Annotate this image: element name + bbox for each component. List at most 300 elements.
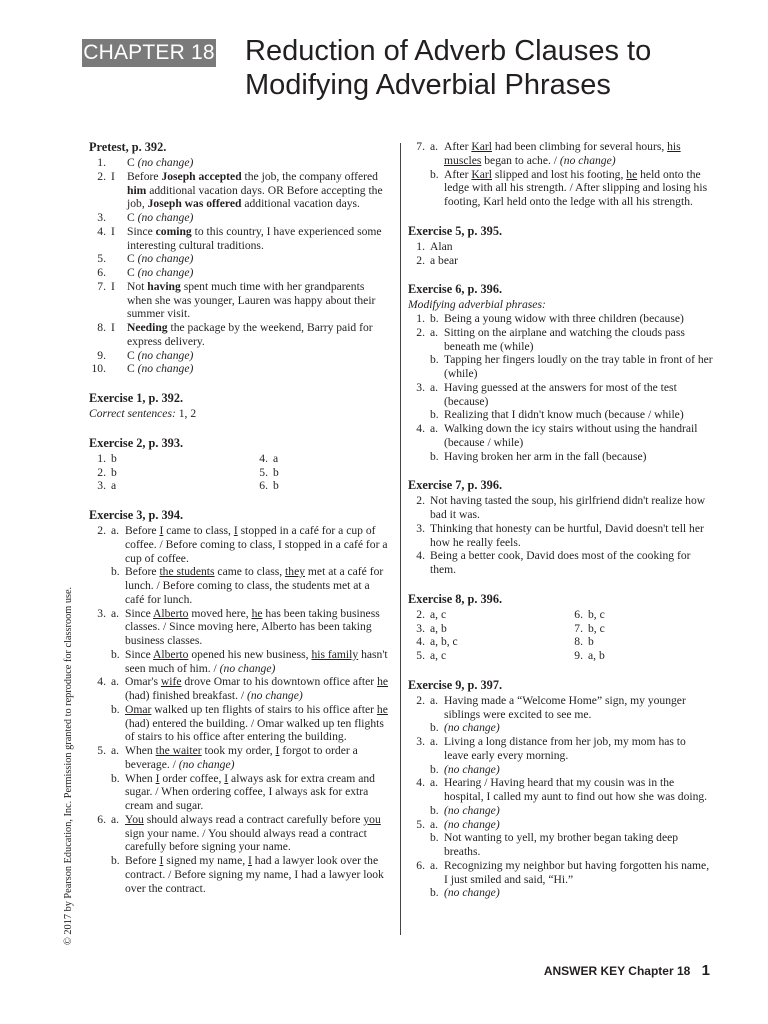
correct-sentences-value: 1, 2 <box>178 407 197 420</box>
pretest-item <box>89 280 389 321</box>
exercise-6-item <box>408 408 713 422</box>
item-letter: a. <box>111 812 120 826</box>
item-number: 2. <box>97 169 106 183</box>
text-run: hasn't seen much of him. / <box>125 647 388 675</box>
pretest-item <box>89 156 389 170</box>
exercise-8-section <box>408 592 713 663</box>
text-run: I <box>248 854 252 867</box>
item-number <box>89 703 111 744</box>
exercise-9-item <box>408 694 713 722</box>
item-text: a <box>111 479 117 493</box>
item-mark: I <box>111 321 115 334</box>
item-letter: b. <box>111 854 120 867</box>
right-column <box>408 140 713 915</box>
item-number: 4. <box>97 224 106 238</box>
item-text <box>444 694 713 722</box>
item-number: 7. <box>574 621 583 635</box>
text-run: met at a café for lunch. / Before coming to class, the students met at a café for lunch. <box>125 565 384 606</box>
text-run: (no change) <box>444 762 500 776</box>
item-letter: a. <box>430 422 439 435</box>
item-number: 6. <box>97 266 106 279</box>
pretest-item <box>89 266 389 280</box>
item-number <box>408 168 430 209</box>
text-run: (no change) <box>137 266 194 279</box>
item-number: 8. <box>574 635 583 649</box>
page-title <box>245 34 651 102</box>
exercise-7-list <box>408 494 713 577</box>
text-run: I <box>233 524 238 537</box>
item-number: 4. <box>97 675 106 689</box>
exercise-1-heading: Exercise 1, p. 392. <box>89 391 184 405</box>
exercise-5-item <box>408 240 713 254</box>
item-number <box>408 763 430 777</box>
text-run: sign your name. / You should always read a contract carefully before signing your name. <box>125 826 367 854</box>
answer-item <box>251 452 391 466</box>
item-letter: a. <box>111 606 120 620</box>
text-run: he <box>626 167 638 181</box>
text-run: (no change) <box>219 661 276 675</box>
answer-item <box>89 479 251 493</box>
exercise-9-item <box>408 859 713 887</box>
pretest-heading: Pretest, p. 392. <box>89 140 167 154</box>
left-column <box>89 140 389 910</box>
footer-label: ANSWER KEY <box>543 964 625 978</box>
pretest-item <box>89 170 389 211</box>
exercise-6-section <box>408 282 713 463</box>
item-letter: b. <box>111 771 120 785</box>
item-number <box>408 831 430 859</box>
item-text <box>127 349 389 363</box>
item-number: 7. <box>416 140 425 153</box>
item-letter: a. <box>430 325 439 339</box>
item-number: 5. <box>97 252 106 266</box>
item-mark-spacer <box>111 252 127 266</box>
text-run: I <box>224 771 229 785</box>
item-letter: a. <box>111 524 120 537</box>
item-number <box>408 408 430 422</box>
text-run: (had) entered the building. / Omar walked up ten flights of stairs to his office after entering the building. <box>125 716 384 744</box>
exercise-6-label: Modifying adverbial phrases: <box>408 298 546 312</box>
text-run: Not <box>127 279 148 293</box>
item-text: Realizing that I didn't know much (because / while) <box>444 408 684 422</box>
text-run: the students <box>159 565 215 579</box>
text-run: C <box>127 211 138 224</box>
item-number <box>89 648 111 676</box>
title-line-1: Reduction of Adverb Clauses to <box>245 35 652 67</box>
item-letter: a. <box>430 735 439 748</box>
item-letter: a. <box>111 675 120 689</box>
item-text <box>444 140 713 168</box>
text-run: When <box>125 771 156 785</box>
item-text <box>127 156 389 170</box>
item-number: 6. <box>574 607 583 621</box>
item-text <box>444 735 713 763</box>
item-text <box>125 565 389 606</box>
text-run: I <box>275 744 280 757</box>
text-run: Since <box>125 606 154 620</box>
item-letter: a. <box>430 380 439 394</box>
exercise-3-item <box>89 675 389 703</box>
text-run: You <box>125 812 144 826</box>
item-text <box>125 854 389 895</box>
item-text: b, c <box>588 621 605 635</box>
item-letter: a. <box>111 744 120 757</box>
text-run: (no change) <box>444 803 500 817</box>
pretest-list <box>89 156 389 376</box>
exercise-9-section <box>408 678 713 900</box>
item-number: 2. <box>416 494 425 508</box>
exercise-7-section <box>408 478 713 577</box>
item-number: 9. <box>574 649 583 662</box>
exercise-9-item <box>408 804 713 818</box>
pretest-item <box>89 321 389 349</box>
exercise-9-item <box>408 735 713 763</box>
text-run: (no change) <box>137 211 194 224</box>
text-run: Joseph accepted <box>161 169 242 183</box>
item-text: Sitting on the airplane and watching the clouds pass beneath me (while) <box>444 325 685 353</box>
item-text: Being a better cook, David does most of the cooking for them. <box>430 549 691 576</box>
text-run: Recognizing my neighbor but having forgotten his name, I just smiled and said, “Hi.” <box>444 858 710 886</box>
text-run: drove Omar to his downtown office after <box>181 675 378 689</box>
item-text <box>125 744 389 772</box>
item-number <box>408 804 430 818</box>
item-text: Thinking that honesty can be hurtful, David doesn't tell her how he really feels. <box>430 521 704 549</box>
exercise-3-item <box>89 703 389 744</box>
item-mark-spacer <box>111 349 127 363</box>
text-run: held onto the ledge with all his strength. / After slipping and losing his footing, Karl held onto the ledge with all his strength. <box>444 167 708 208</box>
item-number <box>89 854 111 895</box>
text-run: always ask for extra cream and sugar. / When ordering coffee, I always ask for extra cream and sugar. <box>125 771 375 812</box>
item-text <box>444 776 713 804</box>
exercise-9-item <box>408 818 713 832</box>
answer-item <box>566 608 706 622</box>
item-number: 6. <box>416 858 425 872</box>
item-text: a, c <box>430 649 447 662</box>
item-text <box>125 703 389 744</box>
exercise-6-item <box>408 326 713 354</box>
pretest-item <box>89 225 389 253</box>
item-number: 10. <box>91 362 106 376</box>
text-run: C <box>127 348 138 362</box>
pretest-item <box>89 362 389 376</box>
item-text <box>444 831 713 859</box>
item-text: Being a young widow with three children (because) <box>444 312 684 325</box>
item-number: 2. <box>416 607 425 621</box>
item-letter: b. <box>111 702 120 716</box>
chapter-badge: CHAPTER 18 <box>82 39 216 67</box>
exercise-1-answer <box>89 407 389 421</box>
item-letter: b. <box>111 565 120 579</box>
item-text: b, c <box>588 607 605 621</box>
item-number: 4. <box>416 635 425 649</box>
item-number <box>89 772 111 813</box>
text-run: you <box>363 812 381 826</box>
item-number: 2. <box>97 465 106 479</box>
exercise-3-item <box>89 565 389 606</box>
title-line-2: Modifying Adverbial Phrases <box>245 69 611 101</box>
text-run: moved here, <box>188 606 252 620</box>
item-number: 1. <box>97 451 106 465</box>
correct-sentences-label: Correct sentences: <box>89 407 176 420</box>
pretest-item <box>89 252 389 266</box>
text-run: the job, the company offered <box>241 169 378 183</box>
exercise-9-item <box>408 886 713 900</box>
answer-item <box>408 649 566 663</box>
exercise-3-list-continued <box>408 140 713 209</box>
item-letter: a. <box>430 858 439 872</box>
item-number <box>408 886 430 900</box>
text-run: (no change) <box>137 252 194 266</box>
item-number: 6. <box>97 812 106 826</box>
exercise-7-heading: Exercise 7, p. 396. <box>408 478 503 493</box>
exercise-6-heading: Exercise 6, p. 396. <box>408 282 503 297</box>
item-number <box>408 353 430 381</box>
answer-item <box>408 608 566 622</box>
item-text: b <box>588 635 594 649</box>
text-run: (no change) <box>178 757 235 771</box>
text-run: his family <box>311 647 359 661</box>
exercise-3-item <box>89 744 389 772</box>
text-run: has been taking business classes. / Since moving here, Alberto has been taking business classes. <box>125 606 380 647</box>
item-mark-spacer <box>111 156 127 170</box>
item-text <box>125 648 389 676</box>
item-mark: I <box>111 224 115 238</box>
exercise-5-list <box>408 240 713 268</box>
text-run: Alberto <box>153 606 189 620</box>
text-run: Before <box>125 524 160 537</box>
item-text: b <box>111 451 117 465</box>
exercise-7-item <box>408 494 713 522</box>
text-run: Hearing / Having heard that my cousin was in the hospital, I called my aunt to find out how she was doing. <box>444 776 708 803</box>
item-number: 3. <box>416 380 425 394</box>
item-text: b <box>111 465 117 479</box>
answer-item <box>408 635 566 649</box>
exercise-9-item <box>408 831 713 859</box>
exercise-3-continued <box>408 140 713 209</box>
column-divider <box>400 143 401 935</box>
text-run: C <box>127 252 138 266</box>
text-run: (no change) <box>137 156 194 169</box>
item-text <box>127 321 389 349</box>
exercise-2-section <box>89 436 389 493</box>
item-letter: a. <box>430 817 439 831</box>
item-mark: I <box>111 169 115 183</box>
item-letter: b. <box>430 721 439 735</box>
item-text: a, b, c <box>430 635 458 649</box>
text-run: Before <box>125 565 160 579</box>
item-number: 1. <box>416 312 425 325</box>
item-text: a, c <box>430 607 447 621</box>
item-text <box>127 211 389 225</box>
text-run: Karl <box>471 140 492 153</box>
text-run: him <box>127 183 147 197</box>
page-number: 1 <box>701 962 710 979</box>
answer-item <box>89 452 251 466</box>
item-letter: b. <box>430 831 439 845</box>
footer-chapter: Chapter 18 <box>628 964 691 978</box>
text-run: walked up ten flights of stairs to his office after <box>151 702 377 716</box>
exercise-7-item <box>408 522 713 550</box>
item-text <box>127 252 389 266</box>
item-letter: b. <box>430 803 439 817</box>
exercise-8-answers <box>408 608 713 663</box>
pretest-item <box>89 349 389 363</box>
text-run: had a lawyer look over the contract. / Before signing my name, I had a lawyer look over the contract. <box>125 854 384 895</box>
text-run: C <box>127 362 138 376</box>
text-run: began to ache. / <box>481 153 560 167</box>
text-run: additional vacation days. <box>241 197 360 211</box>
text-run: I <box>155 771 160 785</box>
item-number <box>89 565 111 606</box>
item-number: 1. <box>416 239 425 253</box>
copyright-notice: © 2017 by Pearson Education, Inc. Permission granted to reproduce for classroom use. <box>63 586 74 945</box>
text-run: had been climbing for several hours, <box>491 140 668 153</box>
text-run: Before <box>127 169 162 183</box>
text-run: the package by the weekend, Barry paid for express delivery. <box>127 321 373 348</box>
text-run: order coffee, <box>159 771 225 785</box>
answer-item <box>408 622 566 636</box>
item-letter: b. <box>430 167 439 181</box>
exercise-3-list <box>89 524 389 895</box>
item-text <box>444 763 713 777</box>
item-number: 4. <box>416 776 425 790</box>
text-run: stopped in a café for a cup of coffee. / Before coming to class, I stopped in a café for a cup of coffee. <box>125 524 388 565</box>
text-run: (no change) <box>137 362 194 376</box>
exercise-9-heading: Exercise 9, p. 397. <box>408 677 503 692</box>
text-run: he <box>377 675 389 689</box>
text-run: slipped and lost his footing, <box>491 167 627 181</box>
item-mark-spacer <box>111 211 127 225</box>
item-number: 8. <box>97 321 106 334</box>
item-number: 3. <box>416 521 425 535</box>
item-number: 3. <box>97 479 106 493</box>
text-run: the waiter <box>155 744 202 757</box>
item-number: 5. <box>416 649 425 662</box>
text-run: (had) finished breakfast. / <box>125 689 248 702</box>
item-letter: b. <box>430 353 439 367</box>
text-run: Before <box>125 854 160 867</box>
answer-item <box>251 466 391 480</box>
text-run: Omar <box>125 702 152 716</box>
exercise-3-item <box>89 813 389 854</box>
item-number: 3. <box>416 735 425 748</box>
text-run: Joseph was offered <box>147 197 242 211</box>
item-letter: b. <box>430 886 439 900</box>
item-text <box>444 721 713 735</box>
exercise-9-item <box>408 776 713 804</box>
exercise-3-item <box>89 648 389 676</box>
exercise-5-item <box>408 254 713 268</box>
text-run: C <box>127 156 138 169</box>
answer-item <box>566 622 706 636</box>
pretest-item <box>89 211 389 225</box>
exercise-2-heading: Exercise 2, p. 393. <box>89 435 184 450</box>
exercise-6-item <box>408 381 713 409</box>
item-text <box>127 170 389 211</box>
exercise-3-section <box>89 508 389 895</box>
item-number: 5. <box>416 817 425 831</box>
answer-item <box>566 635 706 649</box>
item-number: 9. <box>97 348 106 362</box>
item-text <box>125 772 389 813</box>
text-run: his muscles <box>444 140 681 167</box>
exercise-9-item <box>408 721 713 735</box>
text-run: After <box>444 140 472 153</box>
exercise-8-heading: Exercise 8, p. 396. <box>408 591 503 606</box>
item-text <box>127 280 389 321</box>
exercise-2-answers <box>89 452 389 493</box>
item-number: 3. <box>97 606 106 620</box>
item-text <box>444 818 713 832</box>
item-text <box>125 813 389 854</box>
text-run: wife <box>160 675 182 689</box>
item-mark-spacer <box>111 362 127 376</box>
text-run: spent much time with her grandparents when she was younger, Lauren was happy about their summer visit. <box>127 279 376 321</box>
item-text <box>125 607 389 648</box>
item-number: 7. <box>97 279 106 293</box>
item-text: a, b <box>588 649 605 662</box>
text-run: opened his new business, <box>188 647 312 661</box>
exercise-5-heading: Exercise 5, p. 395. <box>408 223 503 238</box>
item-number: 4. <box>259 451 268 465</box>
item-text: a bear <box>430 253 458 267</box>
text-run: they <box>285 565 306 579</box>
item-text: Having broken her arm in the fall (because) <box>444 449 647 463</box>
exercise-3-item <box>89 524 389 565</box>
text-run: (no change) <box>444 817 500 831</box>
item-number: 3. <box>416 621 425 635</box>
item-letter: a. <box>430 140 439 153</box>
item-mark: I <box>111 279 115 293</box>
text-run: After <box>444 167 472 181</box>
exercise-9-item <box>408 763 713 777</box>
item-number: 2. <box>416 325 425 339</box>
exercise-3-item <box>89 854 389 895</box>
item-text <box>444 168 713 209</box>
item-letter: b. <box>430 449 439 463</box>
text-run: Omar's <box>125 675 161 689</box>
item-text: a, b <box>430 621 447 635</box>
item-number: 6. <box>259 479 268 493</box>
text-run: (no change) <box>444 721 500 735</box>
item-number: 4. <box>416 549 425 563</box>
item-letter: b. <box>430 762 439 776</box>
text-run: took my order, <box>201 744 276 757</box>
item-text: Tapping her fingers loudly on the tray table in front of her (while) <box>444 353 713 380</box>
item-number: 2. <box>416 693 425 707</box>
text-run: to this country, I have experienced some interesting cultural traditions. <box>127 224 382 252</box>
text-run: forgot to order a beverage. / <box>125 744 358 771</box>
item-text <box>444 804 713 818</box>
item-text: Alan <box>430 239 453 253</box>
item-text <box>127 225 389 253</box>
item-text: Having guessed at the answers for most of the test (because) <box>444 380 677 408</box>
item-letter: a. <box>430 693 439 707</box>
answer-item <box>89 466 251 480</box>
item-number <box>408 450 430 464</box>
exercise-6-item <box>408 450 713 464</box>
exercise-1-section <box>89 391 389 421</box>
exercise-7-item <box>408 549 713 577</box>
text-run: Karl <box>471 167 492 181</box>
text-run: I <box>159 524 164 537</box>
exercise-3-heading: Exercise 3, p. 394. <box>89 508 184 522</box>
exercise-5-section <box>408 224 713 268</box>
text-run: (no change) <box>247 689 303 702</box>
text-run: Not wanting to yell, my brother began taking deep breaths. <box>444 831 679 858</box>
item-number <box>408 721 430 735</box>
exercise-3-item <box>89 607 389 648</box>
